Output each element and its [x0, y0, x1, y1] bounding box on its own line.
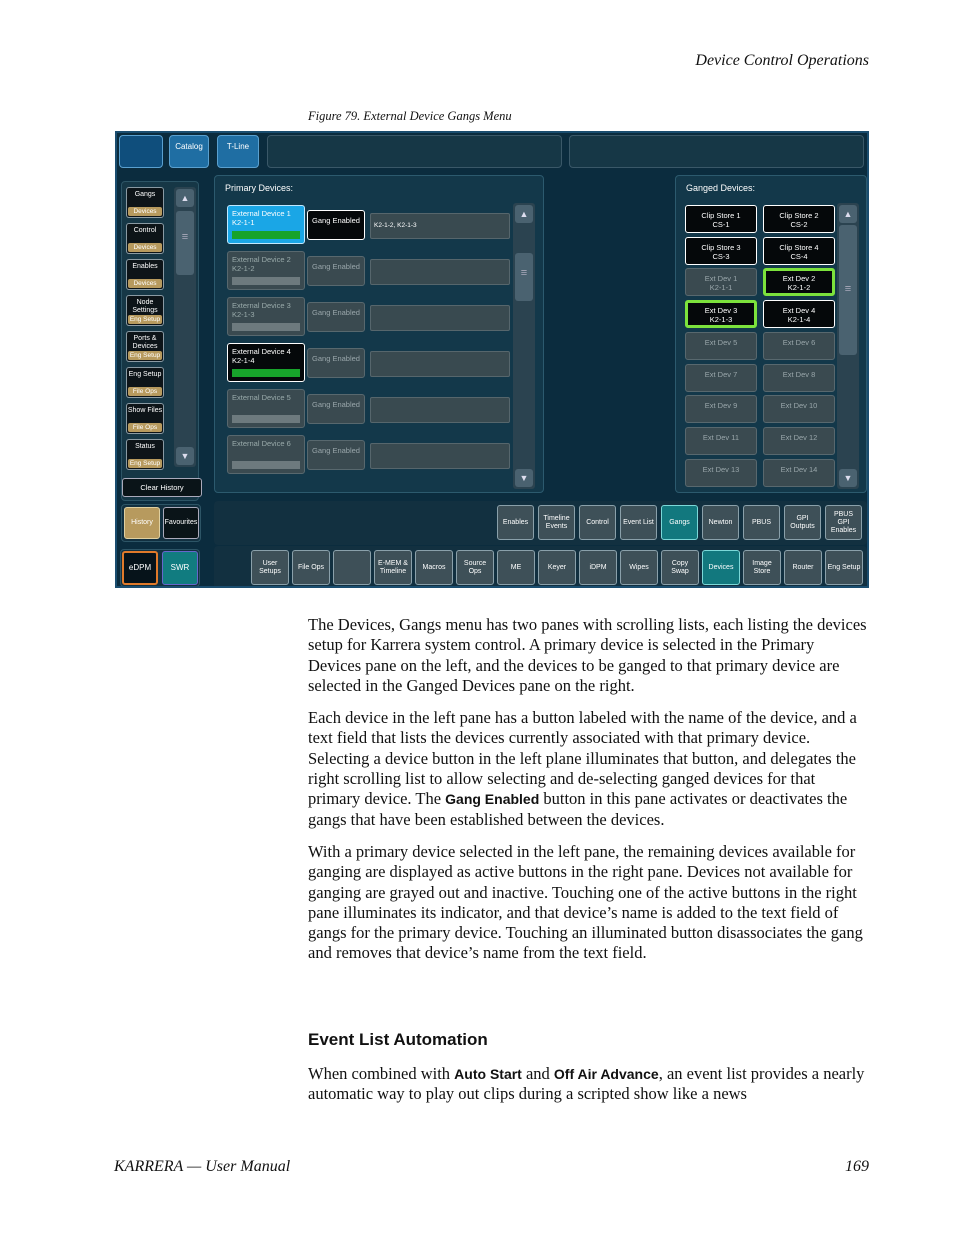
ganged-scroll-thumb[interactable]: ≡ — [839, 225, 857, 355]
gang-text-field — [370, 443, 510, 469]
main-tab[interactable] — [538, 550, 576, 585]
tab-label: Newton — [708, 518, 733, 526]
top-tab-catalog[interactable]: Catalog — [169, 135, 209, 168]
ganged-scroll-down-icon[interactable]: ▼ — [839, 469, 857, 487]
ganged-device-button[interactable] — [763, 205, 835, 233]
main-tab[interactable] — [292, 550, 330, 585]
primary-device-button[interactable] — [227, 251, 305, 290]
primary-device-button[interactable] — [227, 297, 305, 336]
ganged-scrollbar[interactable] — [837, 203, 859, 489]
gang-enabled-label: Gang Enabled — [312, 216, 360, 225]
device-id: K2-1-4 — [232, 356, 255, 365]
tab-label: Source Ops — [463, 559, 487, 575]
sub-tab[interactable] — [661, 505, 698, 540]
primary-scroll-thumb[interactable]: ≡ — [515, 253, 533, 301]
top-tab-tline[interactable]: T-Line — [217, 135, 259, 168]
ganged-device-button[interactable] — [685, 205, 757, 233]
primary-device-button[interactable] — [227, 343, 305, 382]
sub-tab[interactable] — [497, 505, 534, 540]
nav-status[interactable]: Status Eng Setup — [126, 439, 164, 470]
sub-tab[interactable] — [825, 505, 862, 540]
top-tab-blank[interactable] — [119, 135, 163, 168]
nav-enables[interactable]: Enables Devices — [126, 259, 164, 290]
device-name: Ext Dev 1 — [704, 274, 738, 284]
gang-enabled-button[interactable] — [307, 348, 365, 378]
device-name: Ext Dev 5 — [704, 337, 738, 347]
gang-text-field — [370, 351, 510, 377]
main-tab[interactable] — [497, 550, 535, 585]
tab-label: Router — [792, 563, 814, 571]
history-button[interactable]: History — [124, 507, 160, 539]
nav-ports-devices[interactable]: Ports & Devices Eng Setup — [126, 331, 164, 362]
main-tab[interactable] — [784, 550, 822, 585]
status-field-2 — [569, 135, 864, 168]
device-id: K2-1-3 — [232, 310, 255, 319]
status-field-1 — [267, 135, 562, 168]
ganged-device-button[interactable] — [763, 364, 835, 392]
device-id: K2-1-2 — [232, 264, 255, 273]
primary-device-button[interactable] — [227, 389, 305, 428]
running-header: Device Control Operations — [695, 52, 869, 69]
nav-eng-setup[interactable]: Eng Setup File Ops — [126, 367, 164, 398]
primary-devices-title: Primary Devices: — [225, 183, 294, 193]
device-indicator — [232, 415, 300, 423]
device-id: K2-1-1 — [232, 218, 255, 227]
tab-label: PBUS GPI Enables — [830, 510, 857, 534]
paragraph-4: When combined with Auto Start and Off Air Advance, an event list provides a nearly automatic way to play out clips during a scripted show like a news — [308, 1064, 865, 1104]
tab-label: User Setups — [259, 559, 281, 575]
tab-label: E-MEM & Timeline — [378, 559, 408, 575]
paragraph-1: The Devices, Gangs menu has two panes with scrolling lists, each listing the devices setup for Karrera system control. A primary device is selected in the Primary Devices pane on the left, and the devices to be ganged to that primary device are selected in the Ganged Devices pane on the right. — [308, 615, 867, 695]
device-indicator — [232, 369, 300, 377]
device-id: K2-1-1 — [709, 283, 733, 293]
device-id: K2-1-4 — [787, 315, 811, 325]
paragraph-2: Each device in the left pane has a button labeled with the name of the device, and a text field that lists the devices currently associated with that primary device. Selecting a device button in the left plane illuminates that button, and delegates the right scrolling list to allow selecting and de-selecting ganged devices for that primary device. The Gang Enabled button in this pane activates or deactivates the gangs that have been established between the devices. — [308, 708, 857, 829]
main-tab[interactable] — [374, 550, 412, 585]
clear-history-button[interactable]: Clear History — [122, 478, 202, 497]
sub-tab[interactable] — [538, 505, 575, 540]
device-name: Ext Dev 12 — [780, 432, 818, 442]
nav-node-settings[interactable]: Node Settings Eng Setup — [126, 295, 164, 326]
nav-control[interactable]: Control Devices — [126, 223, 164, 254]
body-text-2 — [308, 1064, 870, 1117]
gang-enabled-label: Gang Enabled — [312, 262, 360, 271]
gang-text-field — [370, 305, 510, 331]
ganged-device-button[interactable] — [763, 237, 835, 265]
main-tab[interactable] — [661, 550, 699, 585]
ganged-scroll-up-icon[interactable]: ▲ — [839, 205, 857, 223]
tab-label: PBUS — [751, 518, 772, 526]
gang-enabled-label: Gang Enabled — [312, 446, 360, 455]
ganged-device-button[interactable] — [685, 459, 757, 487]
nav-show-files[interactable]: Show Files File Ops — [126, 403, 164, 434]
device-id: K2-1-3 — [709, 315, 733, 325]
primary-device-button[interactable] — [227, 205, 305, 244]
tab-label: File Ops — [297, 563, 325, 571]
sub-tab[interactable] — [702, 505, 739, 540]
swr-button[interactable]: SWR — [162, 551, 198, 585]
body-text — [308, 615, 870, 976]
main-tab[interactable] — [825, 550, 863, 585]
main-tab[interactable] — [456, 550, 494, 585]
main-tab[interactable] — [743, 550, 781, 585]
device-id: CS-4 — [790, 251, 808, 261]
ganged-device-button[interactable] — [763, 395, 835, 423]
device-name: External Device 2 — [232, 255, 291, 264]
ganged-device-button[interactable] — [685, 395, 757, 423]
device-name: Ext Dev 2 — [782, 274, 816, 284]
device-name: External Device 5 — [232, 393, 291, 402]
device-indicator — [232, 277, 300, 285]
device-id: CS-2 — [790, 220, 808, 229]
ganged-device-button[interactable] — [763, 332, 835, 360]
device-id: CS-1 — [712, 220, 730, 229]
device-id: CS-3 — [712, 251, 730, 261]
main-tab[interactable] — [251, 550, 289, 585]
ganged-device-button[interactable] — [763, 459, 835, 487]
device-id: K2-1-2 — [787, 283, 811, 293]
device-name: Ext Dev 8 — [782, 369, 816, 379]
tab-label: Timeline Events — [543, 514, 570, 530]
gang-field-text: K2-1-2, K2-1-3 — [374, 222, 417, 229]
device-name: Ext Dev 6 — [782, 337, 816, 347]
device-indicator — [232, 323, 300, 331]
ganged-device-button[interactable] — [685, 237, 757, 265]
primary-scrollbar[interactable] — [513, 203, 535, 489]
ganged-device-button[interactable] — [763, 427, 835, 455]
device-name: Ext Dev 4 — [782, 306, 816, 316]
favourites-button[interactable]: Favourites — [163, 507, 199, 539]
ganged-devices-title: Ganged Devices: — [686, 183, 756, 193]
ganged-device-button[interactable] — [763, 268, 835, 296]
nav-scrollbar[interactable] — [174, 187, 196, 467]
main-tab[interactable] — [579, 550, 617, 585]
left-nav — [121, 181, 199, 501]
device-name: Ext Dev 10 — [780, 401, 818, 411]
device-name: Clip Store 3 — [701, 242, 741, 252]
gang-enabled-label: Gang Enabled — [312, 354, 360, 363]
nav-scroll-up-icon[interactable]: ▲ — [176, 189, 194, 207]
main-tab[interactable] — [333, 550, 371, 585]
device-name: Ext Dev 11 — [702, 432, 740, 442]
tab-label: Control — [586, 518, 609, 526]
tab-label: GPI Outputs — [790, 514, 815, 530]
gang-enabled-button[interactable] — [307, 302, 365, 332]
tab-label: Enables — [502, 518, 529, 526]
gang-enabled-button[interactable] — [307, 210, 365, 240]
device-name: Ext Dev 13 — [702, 464, 740, 474]
ganged-device-button[interactable] — [685, 268, 757, 296]
gang-enabled-button[interactable] — [307, 440, 365, 470]
main-tab[interactable] — [620, 550, 658, 585]
gang-enabled-label: Gang Enabled — [312, 308, 360, 317]
ganged-device-button[interactable] — [763, 300, 835, 328]
tab-label: Devices — [708, 563, 734, 571]
primary-device-button[interactable] — [227, 435, 305, 474]
sub-tab[interactable] — [743, 505, 780, 540]
ganged-device-button[interactable] — [685, 300, 757, 328]
gang-enabled-button[interactable] — [307, 256, 365, 286]
tab-label: Gangs — [669, 518, 690, 526]
tab-label: iDPM — [589, 563, 607, 571]
tab-label: ME — [510, 563, 522, 571]
device-name: External Device 1 — [232, 209, 291, 218]
tab-label: Keyer — [547, 563, 567, 571]
edpm-button[interactable]: eDPM — [122, 551, 158, 585]
gang-enabled-label: Gang Enabled — [312, 400, 360, 409]
main-tab[interactable] — [702, 550, 740, 585]
device-name: Ext Dev 3 — [704, 306, 738, 316]
gang-text-field — [370, 397, 510, 423]
tab-label: Image Store — [752, 559, 772, 575]
nav-gangs[interactable]: Gangs Devices — [126, 187, 164, 218]
tab-label: Copy Swap — [671, 559, 689, 575]
device-name: Ext Dev 14 — [780, 464, 818, 474]
tab-label: Eng Setup — [827, 563, 861, 571]
gang-enabled-button[interactable] — [307, 394, 365, 424]
figure-caption: Figure 79. External Device Gangs Menu — [308, 109, 512, 123]
ganged-device-button[interactable] — [685, 364, 757, 392]
device-name: External Device 6 — [232, 439, 291, 448]
gang-text-field — [370, 259, 510, 285]
device-name: External Device 4 — [232, 347, 291, 356]
tab-label: Wipes — [629, 563, 649, 571]
device-name: Ext Dev 7 — [704, 369, 738, 379]
device-indicator — [232, 461, 300, 469]
paragraph-3: With a primary device selected in the left pane, the remaining devices available for ganging are displayed as active buttons in the right pane. Devices not available for ganging are grayed out and inactive. Touching one of the active buttons in the right pane illuminates its indicator, and that device’s name is added to the text field of gangs for the primary device. Touching an illuminated button disassociates the gang and removes that device’s name from the text field. — [308, 841, 863, 963]
device-indicator — [232, 231, 300, 239]
ganged-device-button[interactable] — [685, 427, 757, 455]
primary-scroll-down-icon[interactable]: ▼ — [515, 469, 533, 487]
sub-tab[interactable] — [784, 505, 821, 540]
footer-manual: KARRERA — User Manual — [114, 1158, 291, 1175]
page-number: 169 — [845, 1158, 869, 1175]
device-name: Clip Store 4 — [779, 242, 819, 252]
tab-label: Macros — [422, 563, 446, 571]
sub-tab[interactable] — [620, 505, 657, 540]
tab-label: Event List — [623, 518, 654, 526]
main-tab[interactable] — [415, 550, 453, 585]
device-name: Clip Store 1 — [701, 211, 741, 220]
primary-scroll-up-icon[interactable]: ▲ — [515, 205, 533, 223]
gang-text-field — [370, 213, 510, 239]
sub-tab[interactable] — [579, 505, 616, 540]
section-heading: Event List Automation — [308, 1030, 488, 1049]
device-name: Ext Dev 9 — [704, 401, 738, 411]
ganged-device-button[interactable] — [685, 332, 757, 360]
device-gangs-screenshot — [115, 131, 869, 588]
device-name: Clip Store 2 — [779, 211, 819, 220]
nav-scroll-thumb[interactable]: ≡ — [176, 211, 194, 275]
device-name: External Device 3 — [232, 301, 291, 310]
nav-scroll-down-icon[interactable]: ▼ — [176, 447, 194, 465]
